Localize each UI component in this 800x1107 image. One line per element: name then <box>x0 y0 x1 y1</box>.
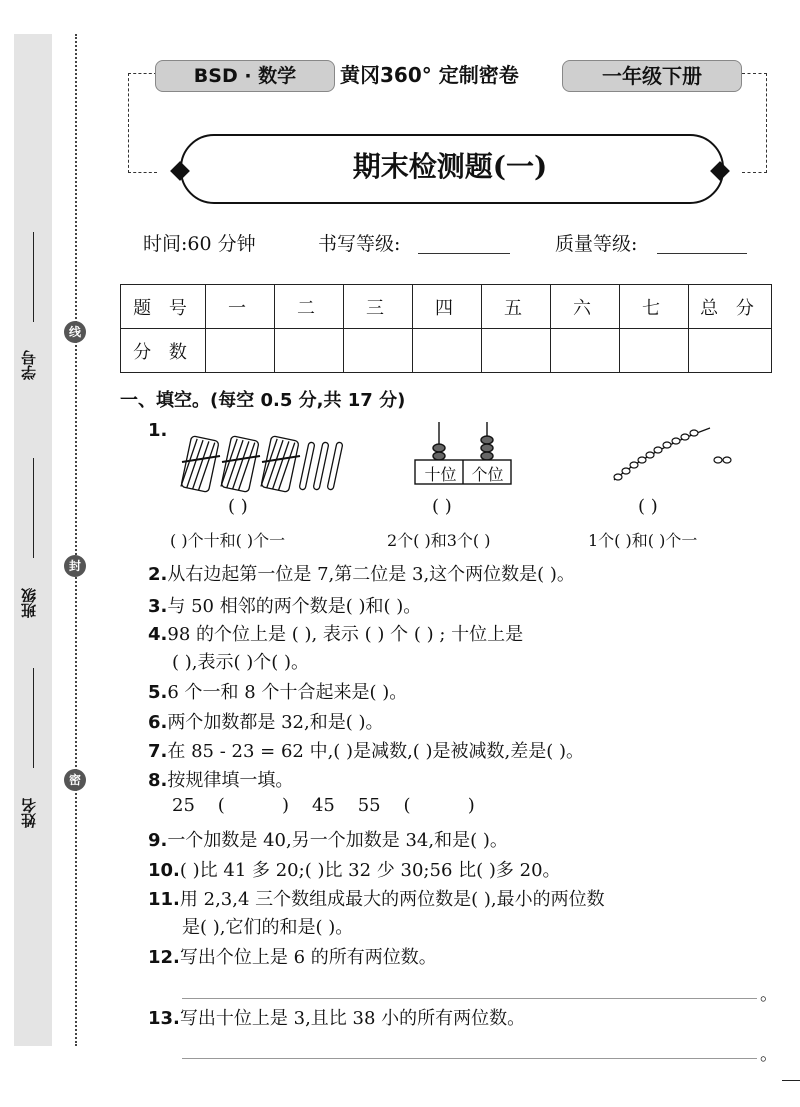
bead-string-illustration <box>610 420 760 484</box>
question-8-sequence: 25 ( ) 45 55 ( ) <box>172 795 475 816</box>
quality-grade-label: 质量等级: <box>555 233 638 255</box>
bundle-of-ten-icon <box>181 436 220 493</box>
question-6: 6.两个加数都是 32,和是( )。 <box>148 712 384 733</box>
answer-blank[interactable]: ( ) <box>432 496 452 517</box>
question-4: 4.98 的个位上是 ( ), 表示 ( ) 个 ( ) ; 十位上是 <box>148 624 524 645</box>
column-header: 四 <box>413 285 482 329</box>
bead-icon <box>433 436 493 460</box>
column-header: 六 <box>551 285 620 329</box>
class-line[interactable] <box>33 458 34 558</box>
cut-line <box>75 34 77 1046</box>
score-cell[interactable] <box>689 329 772 373</box>
column-header-total: 总 分 <box>689 285 772 329</box>
writing-grade-field[interactable] <box>418 253 510 254</box>
answer-blank[interactable]: ( ) <box>228 496 248 517</box>
question-5: 5.6 个一和 8 个十合起来是( )。 <box>148 682 408 703</box>
quality-grade-field[interactable] <box>657 253 747 254</box>
answer-line[interactable] <box>182 1058 757 1059</box>
column-header: 二 <box>275 285 344 329</box>
page-title: 期末检测题(一) <box>352 150 548 183</box>
header-dashed-bracket-left <box>128 73 157 173</box>
period-mark: 。 <box>760 984 778 1005</box>
bundle-of-ten-icon <box>221 436 260 493</box>
question-10: 10.( )比 41 多 20;( )比 32 少 30;56 比( )多 20。 <box>148 860 561 881</box>
column-header: 七 <box>620 285 689 329</box>
row-header-question: 题 号 <box>121 285 206 329</box>
seal-xian-icon: 线 <box>64 321 86 343</box>
stick-bundles-illustration <box>180 432 355 494</box>
name-line[interactable] <box>33 668 34 768</box>
question-9: 9.一个加数是 40,另一个加数是 34,和是( )。 <box>148 830 508 851</box>
single-stick-icon <box>313 442 329 490</box>
row-header-score: 分 数 <box>121 329 206 373</box>
score-table-header-row <box>121 285 772 329</box>
seal-mi-icon: 密 <box>64 769 86 791</box>
subject-badge: BSD · 数学 <box>155 60 335 92</box>
column-header: 三 <box>344 285 413 329</box>
bundle-of-ten-icon <box>261 436 300 493</box>
q1-caption: ( )个十和( )个一 <box>170 531 286 550</box>
seal-feng-icon: 封 <box>64 555 86 577</box>
score-cell[interactable] <box>551 329 620 373</box>
single-stick-icon <box>327 442 343 490</box>
column-header: 一 <box>206 285 275 329</box>
question-number: 1. <box>148 420 168 441</box>
score-table <box>120 284 772 373</box>
question-3: 3.与 50 相邻的两个数是( )和( )。 <box>148 596 422 617</box>
class-label: 班级 <box>20 588 38 618</box>
score-cell[interactable] <box>206 329 275 373</box>
name-label: 姓名 <box>20 798 38 828</box>
score-cell[interactable] <box>413 329 482 373</box>
student-id-line[interactable] <box>33 232 34 322</box>
grade-badge: 一年级下册 <box>562 60 742 92</box>
question-4-continued: ( ),表示( )个( )。 <box>172 652 310 673</box>
column-header: 五 <box>482 285 551 329</box>
student-id-label: 学号 <box>20 350 38 380</box>
header-dashed-bracket-right <box>742 73 767 173</box>
writing-grade-label: 书写等级: <box>318 233 401 255</box>
question-2: 2.从右边起第一位是 7,第二位是 3,这个两位数是( )。 <box>148 564 575 585</box>
period-mark: 。 <box>760 1044 778 1065</box>
score-cell[interactable] <box>620 329 689 373</box>
score-cell[interactable] <box>275 329 344 373</box>
bead-icon <box>614 430 731 480</box>
question-11-continued: 是( ),它们的和是( )。 <box>182 917 354 938</box>
q1-caption: 2个( )和3个( ) <box>387 531 491 550</box>
abacus-tens-label: 十位 <box>424 465 457 484</box>
single-stick-icon <box>299 442 315 490</box>
abacus-ones-label: 个位 <box>471 465 504 484</box>
question-12: 12.写出个位上是 6 的所有两位数。 <box>148 947 437 968</box>
answer-blank[interactable]: ( ) <box>638 496 658 517</box>
score-cell[interactable] <box>482 329 551 373</box>
section-heading: 一、填空。(每空 0.5 分,共 17 分) <box>120 390 406 411</box>
question-7: 7.在 85 - 23 = 62 中,( )是减数,( )是被减数,差是( )。 <box>148 741 585 762</box>
question-13: 13.写出十位上是 3,且比 38 小的所有两位数。 <box>148 1008 526 1029</box>
answer-line[interactable] <box>182 998 757 999</box>
question-8: 8.按规律填一填。 <box>148 770 294 791</box>
question-11: 11.用 2,3,4 三个数组成最大的两位数是( ),最小的两位数 <box>148 889 605 910</box>
brand-name: 黄冈360° 定制密卷 <box>340 63 519 87</box>
page-edge-mark <box>782 1080 800 1081</box>
q1-caption: 1个( )和( )个一 <box>588 531 698 550</box>
score-cell[interactable] <box>344 329 413 373</box>
score-table-score-row <box>121 329 772 373</box>
time-limit: 时间:60 分钟 <box>143 233 256 255</box>
